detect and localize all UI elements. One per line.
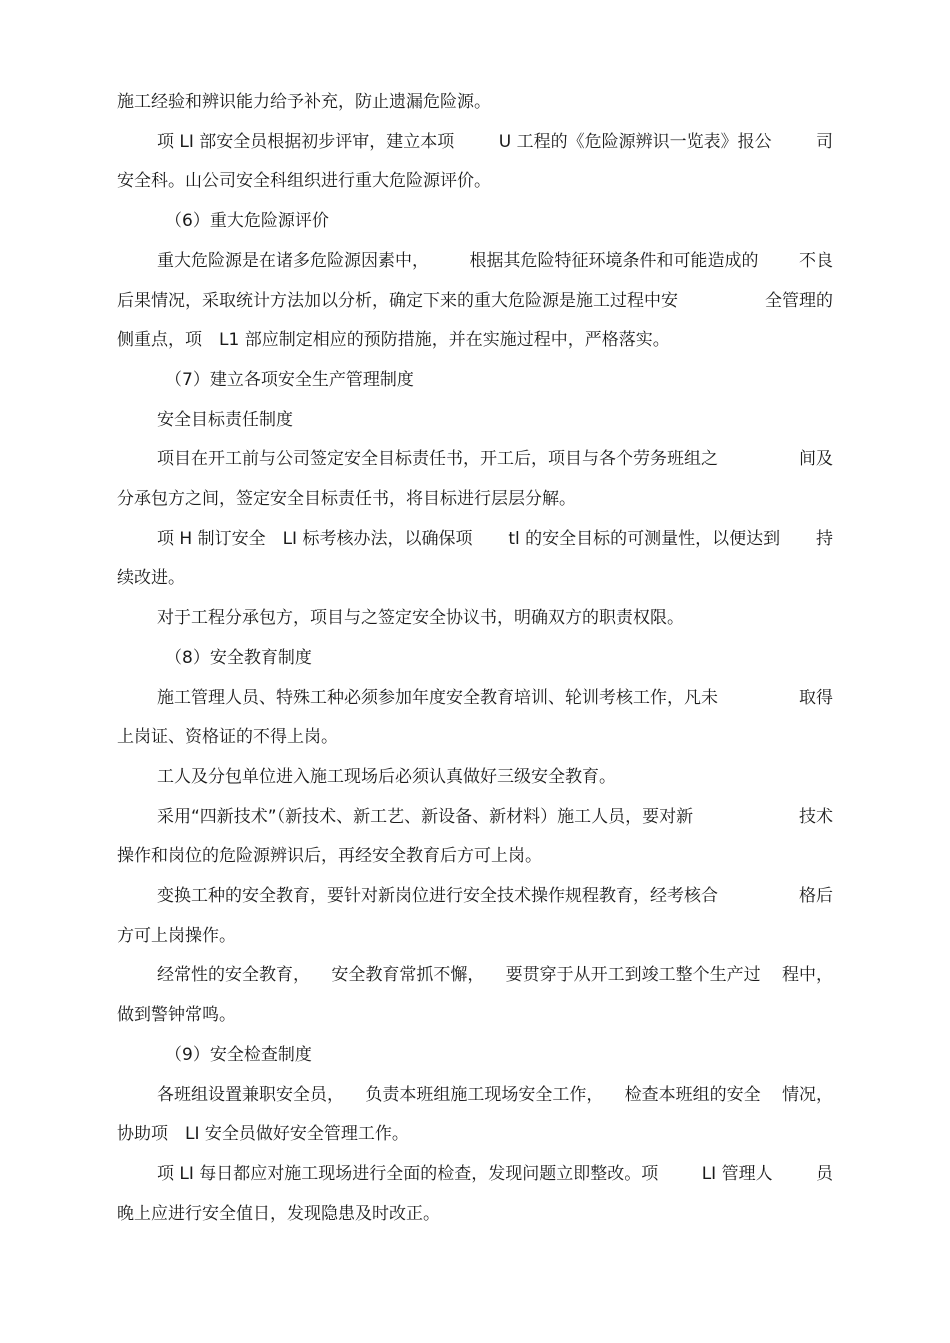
text-segment: 后果情况，采取统计方法加以分析，确定下来的重大危险源是施工过程中安 [117,291,678,311]
text-segment: 情况， [781,1085,833,1105]
text-segment: U 工程的《危险源辨识一览表》报公 [498,132,772,152]
text-segment: 续改进。 [117,568,185,588]
text-segment: 上岗证、资格证的不得上岗。 [117,727,338,747]
text-segment: 各班组设置兼职安全员， [157,1085,344,1105]
text-line [157,763,833,791]
text-segment: 技术 [799,807,833,827]
text-segment: 协助项 LI 安全员做好安全管理工作。 [117,1124,409,1144]
text-segment: 取得 [799,688,833,708]
text-segment: 要贯穿于从开工到竣工整个生产过 [505,965,761,985]
text-segment: 全管理的 [765,291,833,311]
text-segment: 安全科。山公司安全科组织进行重大危险源评价。 [117,171,491,191]
text-segment: 检查本班组的安全 [624,1085,761,1105]
text-line [117,564,833,592]
text-line [117,1120,833,1148]
text-segment: 侧重点，项 L1 部应制定相应的预防措施，并在实施过程中，严格落实。 [117,330,670,350]
text-segment: （6）重大危险源评价 [165,211,329,231]
text-segment: 员 [816,1164,833,1184]
section-heading [165,644,833,672]
text-line [157,247,833,275]
text-line [117,723,833,751]
text-segment: 安全目标责任制度 [157,410,293,430]
text-segment: 施工管理人员、特殊工种必须参加年度安全教育培训、轮训考核工作，凡未 [157,688,718,708]
text-line [117,485,833,513]
text-line [117,287,833,315]
text-line [157,445,833,473]
section-heading [165,1041,833,1069]
text-segment: 根据其危险特征环境条件和可能造成的 [469,251,759,271]
text-segment: 项 LI 部安全员根据初步评审，建立本项 [157,132,455,152]
section-heading [165,366,833,394]
text-segment: 操作和岗位的危险源辨识后，再经安全教育后方可上岗。 [117,846,542,866]
text-segment: 项 LI 每日都应对施工现场进行全面的检查，发现问题立即整改。项 [157,1164,659,1184]
text-segment: 持 [816,529,833,549]
text-segment: 负责本班组施工现场安全工作， [365,1085,604,1105]
text-segment: 施工经验和辨识能力给予补充，防止遗漏危险源。 [117,92,491,112]
text-segment: （7）建立各项安全生产管理制度 [165,370,414,390]
text-line [117,1200,833,1228]
text-line [117,167,833,195]
text-segment: 工人及分包单位进入施工现场后必须认真做好三级安全教育。 [157,767,616,787]
text-line [157,882,833,910]
text-segment: tl 的安全目标的可测量性，以便达到 [508,529,781,549]
text-segment: LI 管理人 [701,1164,773,1184]
text-segment: 项 H 制订安全 LI 标考核办法，以确保项 [157,529,473,549]
text-segment: 采用“四新技术”（新技术、新工艺、新设备、新材料）施工人员，要对新 [157,807,694,827]
text-segment: 间及 [799,449,833,469]
text-segment: 格后 [799,886,833,906]
text-line [157,961,833,989]
text-segment: 司 [816,132,833,152]
text-segment: 分承包方之间，签定安全目标责任书，将目标进行层层分解。 [117,489,576,509]
text-segment: （9）安全检查制度 [165,1045,312,1065]
text-segment: 做到警钟常鸣。 [117,1005,236,1025]
text-line [157,406,833,434]
text-line [157,1160,833,1188]
text-segment: 程中， [781,965,833,985]
text-segment: 不良 [799,251,833,271]
text-segment: 对于工程分承包方，项目与之签定安全协议书，明确双方的职责权限。 [157,608,684,628]
text-line [117,326,833,354]
text-segment: 晚上应进行安全值日，发现隐患及时改正。 [117,1204,440,1224]
text-segment: 项目在开工前与公司签定安全目标责任书，开工后，项目与各个劳务班组之 [157,449,718,469]
text-segment: 经常性的安全教育， [157,965,310,985]
text-line [117,1001,833,1029]
text-line [117,88,833,116]
text-line [117,842,833,870]
text-segment: 重大危险源是在诸多危险源因素中， [157,251,429,271]
text-segment: 安全教育常抓不懈， [331,965,485,985]
text-line [157,1081,833,1109]
text-line [157,803,833,831]
text-line [157,128,833,156]
text-line [117,922,833,950]
text-line [157,684,833,712]
text-segment: 变换工种的安全教育，要针对新岗位进行安全技术操作规程教育，经考核合 [157,886,718,906]
text-segment: （8）安全教育制度 [165,648,312,668]
text-segment: 方可上岗操作。 [117,926,236,946]
text-line [157,525,833,553]
section-heading [165,207,833,235]
text-line [157,604,833,632]
